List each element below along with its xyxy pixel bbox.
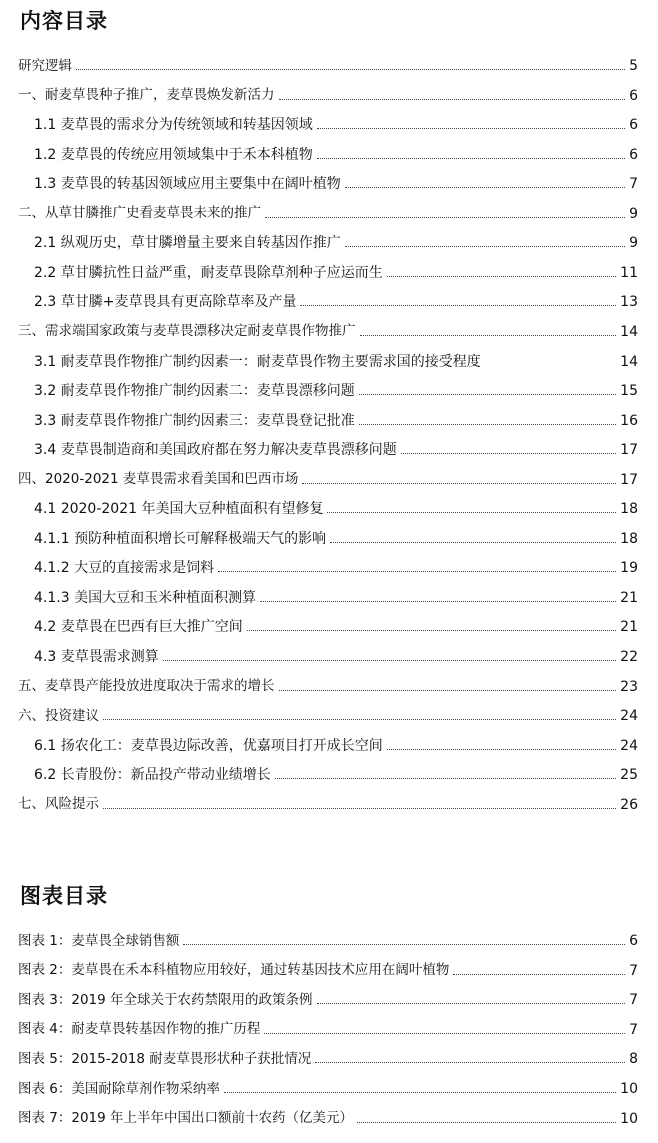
page-number: 15 <box>620 383 638 400</box>
entry-label: 4.1 2020-2021 年美国大豆种植面积有望修复 <box>34 501 324 518</box>
page-number: 6 <box>629 146 638 163</box>
page-number: 25 <box>620 767 638 784</box>
page-number: 10 <box>620 1081 638 1097</box>
page-number: 24 <box>620 708 638 725</box>
dot-leader <box>264 1033 625 1034</box>
dot-leader <box>317 158 625 159</box>
entry-label: 三、需求端国家政策与麦草畏漂移决定耐麦草畏作物推广 <box>18 323 356 340</box>
toc-entry[interactable] <box>34 106 638 136</box>
toc-entry[interactable] <box>34 431 638 461</box>
toc-entry[interactable] <box>34 490 638 520</box>
page-number: 6 <box>629 117 638 134</box>
dot-leader <box>275 778 616 779</box>
toc-entry[interactable] <box>34 608 638 638</box>
dot-leader <box>359 394 616 395</box>
entry-label: 1.1 麦草畏的需求分为传统领域和转基因领域 <box>34 117 313 134</box>
toc-entry[interactable] <box>34 136 638 166</box>
toc-entry[interactable] <box>18 195 638 225</box>
entry-label: 6.1 扬农化工：麦草畏边际改善，优嘉项目打开成长空间 <box>34 737 383 754</box>
entry-label: 3.1 耐麦草畏作物推广制约因素一：耐麦草畏作物主要需求国的接受程度 <box>34 353 481 370</box>
page-number: 9 <box>629 205 638 222</box>
entry-label: 四、2020-2021 麦草畏需求看美国和巴西市场 <box>18 471 299 488</box>
toc-entry[interactable] <box>34 254 638 284</box>
entry-label: 2.1 纵观历史，草甘膦增量主要来自转基因作推广 <box>34 235 341 252</box>
entry-label: 1.2 麦草畏的传统应用领域集中于禾本科植物 <box>34 146 313 163</box>
dot-leader <box>345 187 625 188</box>
toc-heading: 内容目录 <box>20 9 108 33</box>
page-number: 17 <box>620 471 638 488</box>
entry-label: 二、从草甘膦推广史看麦草畏未来的推广 <box>18 205 261 222</box>
entry-label: 图表 2：麦草畏在禾本科植物应用较好，通过转基因技术应用在阔叶植物 <box>18 962 450 979</box>
toc-entry[interactable] <box>34 727 638 757</box>
entry-label: 图表 5：2015-2018 耐麦草畏形状种子获批情况 <box>18 1050 312 1067</box>
toc-entry[interactable] <box>18 47 638 77</box>
dot-leader <box>224 1092 616 1093</box>
dot-leader <box>300 305 616 306</box>
toc-entry[interactable] <box>34 549 638 579</box>
entry-label: 2.2 草甘膦抗性日益严重，耐麦草畏除草剂种子应运而生 <box>34 264 383 281</box>
dot-leader <box>103 719 616 720</box>
dot-leader <box>401 453 616 454</box>
entry-label: 七、风险提示 <box>18 796 99 813</box>
figure-entry[interactable] <box>18 1040 638 1070</box>
toc-entry[interactable] <box>18 668 638 698</box>
dot-leader <box>163 660 616 661</box>
dot-leader <box>357 1122 616 1123</box>
toc-entry[interactable] <box>34 756 638 786</box>
entry-label: 图表 7：2019 年上半年中国出口额前十农药（亿美元） <box>18 1110 354 1127</box>
toc-entry[interactable] <box>34 372 638 402</box>
page-number: 16 <box>620 412 638 429</box>
entry-label: 4.1.2 大豆的直接需求是饲料 <box>34 560 215 577</box>
entry-label: 1.3 麦草畏的转基因领域应用主要集中在阔叶植物 <box>34 176 341 193</box>
dot-leader <box>453 974 625 975</box>
toc-entry[interactable] <box>34 165 638 195</box>
dot-leader <box>218 571 616 572</box>
figure-entry[interactable] <box>18 922 638 952</box>
entry-label: 图表 1：麦草畏全球销售额 <box>18 932 180 949</box>
entry-label: 6.2 长青股份：新品投产带动业绩增长 <box>34 767 271 784</box>
page-number: 6 <box>629 933 638 949</box>
page-number: 19 <box>620 560 638 577</box>
toc-entry[interactable] <box>18 461 638 491</box>
entry-label: 研究逻辑 <box>18 57 72 74</box>
dot-leader <box>360 335 617 336</box>
page-number: 9 <box>629 235 638 252</box>
toc-entry[interactable] <box>18 786 638 816</box>
figure-entry[interactable] <box>18 952 638 982</box>
page-number: 7 <box>629 992 638 1009</box>
page-number: 23 <box>620 678 638 695</box>
entry-label: 五、麦草畏产能投放进度取决于需求的增长 <box>18 678 275 695</box>
toc-entry[interactable] <box>34 579 638 609</box>
dot-leader <box>265 217 625 218</box>
toc-entry[interactable] <box>18 313 638 343</box>
page-number: 7 <box>629 1021 638 1038</box>
figure-entry[interactable] <box>18 1100 638 1130</box>
page-number: 22 <box>620 649 638 665</box>
dot-leader <box>247 630 616 631</box>
page-number: 24 <box>620 737 638 754</box>
page-number: 11 <box>620 264 638 281</box>
page-number: 17 <box>620 442 638 459</box>
dot-leader <box>327 512 616 513</box>
toc-entry[interactable] <box>18 77 638 107</box>
figure-entry[interactable] <box>18 1070 638 1100</box>
page-number: 7 <box>629 176 638 193</box>
dot-leader <box>279 99 626 100</box>
page-number: 7 <box>629 962 638 979</box>
page-number: 6 <box>629 87 638 104</box>
dot-leader <box>279 690 617 691</box>
page-number: 14 <box>620 323 638 340</box>
page-number: 10 <box>620 1110 638 1127</box>
entry-label: 图表 4：耐麦草畏转基因作物的推广历程 <box>18 1021 261 1038</box>
entry-label: 图表 3：2019 年全球关于农药禁限用的政策条例 <box>18 991 313 1008</box>
page-number: 26 <box>620 796 638 813</box>
page-number: 14 <box>620 353 638 370</box>
dot-leader <box>103 808 616 809</box>
entry-label: 一、耐麦草畏种子推广，麦草畏焕发新活力 <box>18 87 275 104</box>
toc-entry[interactable] <box>34 343 638 373</box>
page-number: 18 <box>620 501 638 518</box>
dot-leader <box>183 944 625 945</box>
figure-list-heading: 图表目录 <box>20 884 108 908</box>
dot-leader <box>76 69 625 70</box>
toc-entry[interactable] <box>18 697 638 727</box>
entry-label: 3.2 耐麦草畏作物推广制约因素二：麦草畏漂移问题 <box>34 383 355 400</box>
entry-label: 图表 6：美国耐除草剂作物采纳率 <box>18 1080 220 1097</box>
entry-label: 4.3 麦草畏需求测算 <box>34 649 159 665</box>
toc-entry[interactable] <box>34 520 638 550</box>
dot-leader <box>359 424 616 425</box>
entry-label: 3.3 耐麦草畏作物推广制约因素三：麦草畏登记批准 <box>34 412 355 429</box>
page-number: 21 <box>620 589 638 606</box>
entry-label: 2.3 草甘膦+麦草畏具有更高除草率及产量 <box>34 294 297 311</box>
page-number: 18 <box>620 530 638 547</box>
page-number: 5 <box>629 58 638 74</box>
dot-leader <box>345 246 625 247</box>
entry-label: 4.2 麦草畏在巴西有巨大推广空间 <box>34 619 243 636</box>
dot-leader <box>387 276 616 277</box>
toc-entry[interactable] <box>34 224 638 254</box>
dot-leader <box>330 542 616 543</box>
dot-leader <box>315 1062 625 1063</box>
page-number: 13 <box>620 294 638 311</box>
dot-leader <box>260 601 616 602</box>
toc-entry[interactable] <box>34 638 638 668</box>
entry-label: 4.1.3 美国大豆和玉米种植面积测算 <box>34 589 257 606</box>
dot-leader <box>317 128 625 129</box>
dot-leader <box>387 749 616 750</box>
entry-label: 4.1.1 预防种植面积增长可解释极端天气的影响 <box>34 530 327 547</box>
entry-label: 六、投资建议 <box>18 707 99 724</box>
dot-leader <box>302 483 616 484</box>
toc-entry[interactable] <box>34 283 638 313</box>
page-number: 8 <box>629 1051 638 1068</box>
toc-entry[interactable] <box>34 402 638 432</box>
figure-entry[interactable] <box>18 981 638 1011</box>
page-number: 21 <box>620 619 638 636</box>
entry-label: 3.4 麦草畏制造商和美国政府都在努力解决麦草畏漂移问题 <box>34 442 397 459</box>
dot-leader <box>317 1003 626 1004</box>
figure-entry[interactable] <box>18 1011 638 1041</box>
